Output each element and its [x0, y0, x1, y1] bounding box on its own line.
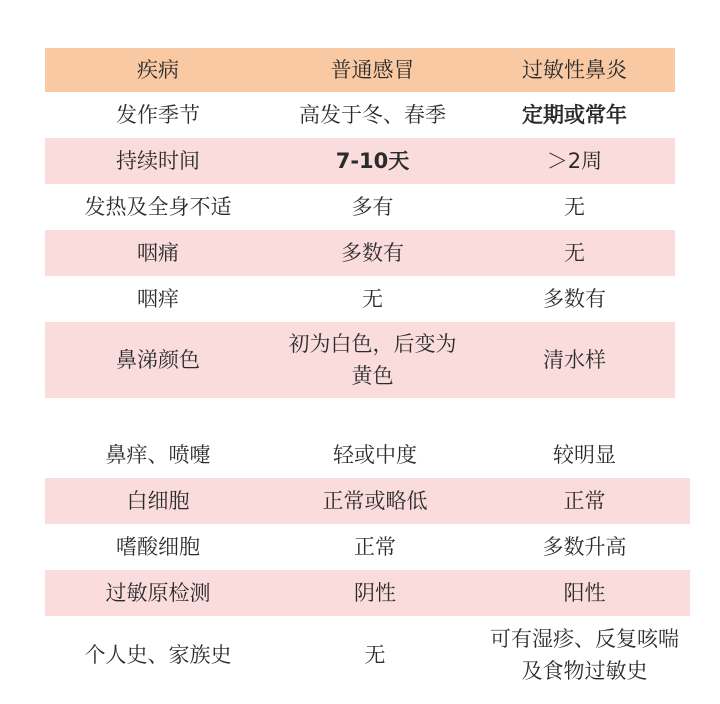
- table-cell: 高发于冬、春季: [271, 92, 474, 138]
- table-cell: 鼻痒、喷嚏: [45, 431, 271, 478]
- table-cell: 持续时间: [45, 138, 271, 184]
- table-row: [45, 322, 675, 398]
- header-cell-allergic-rhinitis: 过敏性鼻炎: [474, 48, 675, 92]
- table-cell: 正常: [271, 524, 479, 570]
- table-cell: 可有湿疹、反复咳喘及食物过敏史: [479, 616, 690, 694]
- table-cell: 嗜酸细胞: [45, 524, 271, 570]
- table-cell: 多数升高: [479, 524, 690, 570]
- table-row: [45, 431, 690, 478]
- table-cell: 咽痒: [45, 276, 271, 322]
- table-cell: 发热及全身不适: [45, 184, 271, 230]
- table-cell: ＞2周: [474, 138, 675, 184]
- table-cell: 轻或中度: [271, 431, 479, 478]
- table-cell: 无: [271, 616, 479, 694]
- table-row: [45, 524, 690, 570]
- table-row: [45, 570, 690, 616]
- table-cell: 多数有: [271, 230, 474, 276]
- table-row: [45, 616, 690, 694]
- table-row: [45, 276, 675, 322]
- table-cell: 过敏原检测: [45, 570, 271, 616]
- table-cell: 白细胞: [45, 478, 271, 524]
- table-cell: 无: [271, 276, 474, 322]
- table-cell: 清水样: [474, 322, 675, 398]
- table-cell: 阴性: [271, 570, 479, 616]
- table-row: [45, 478, 690, 524]
- table-row: [45, 92, 675, 138]
- table-cell: 正常: [479, 478, 690, 524]
- table-cell: 鼻涕颜色: [45, 322, 271, 398]
- header-cell-disease: 疾病: [45, 48, 271, 92]
- comparison-table-top: [45, 48, 675, 398]
- table-cell: 阳性: [479, 570, 690, 616]
- table-cell: 咽痛: [45, 230, 271, 276]
- table-cell: 个人史、家族史: [45, 616, 271, 694]
- table-cell: 多有: [271, 184, 474, 230]
- comparison-table-bottom: [45, 431, 690, 694]
- table-row: [45, 138, 675, 184]
- table-cell: 较明显: [479, 431, 690, 478]
- table-row: [45, 230, 675, 276]
- table-cell: 无: [474, 184, 675, 230]
- table-cell: 多数有: [474, 276, 675, 322]
- table-cell: 初为白色，后变为黄色: [271, 322, 474, 398]
- table-header-row: [45, 48, 675, 92]
- table-cell: 7-10天: [271, 138, 474, 184]
- table-cell: 发作季节: [45, 92, 271, 138]
- table-row: [45, 184, 675, 230]
- header-cell-common-cold: 普通感冒: [271, 48, 474, 92]
- table-cell: 定期或常年: [474, 92, 675, 138]
- table-cell: 正常或略低: [271, 478, 479, 524]
- table-cell: 无: [474, 230, 675, 276]
